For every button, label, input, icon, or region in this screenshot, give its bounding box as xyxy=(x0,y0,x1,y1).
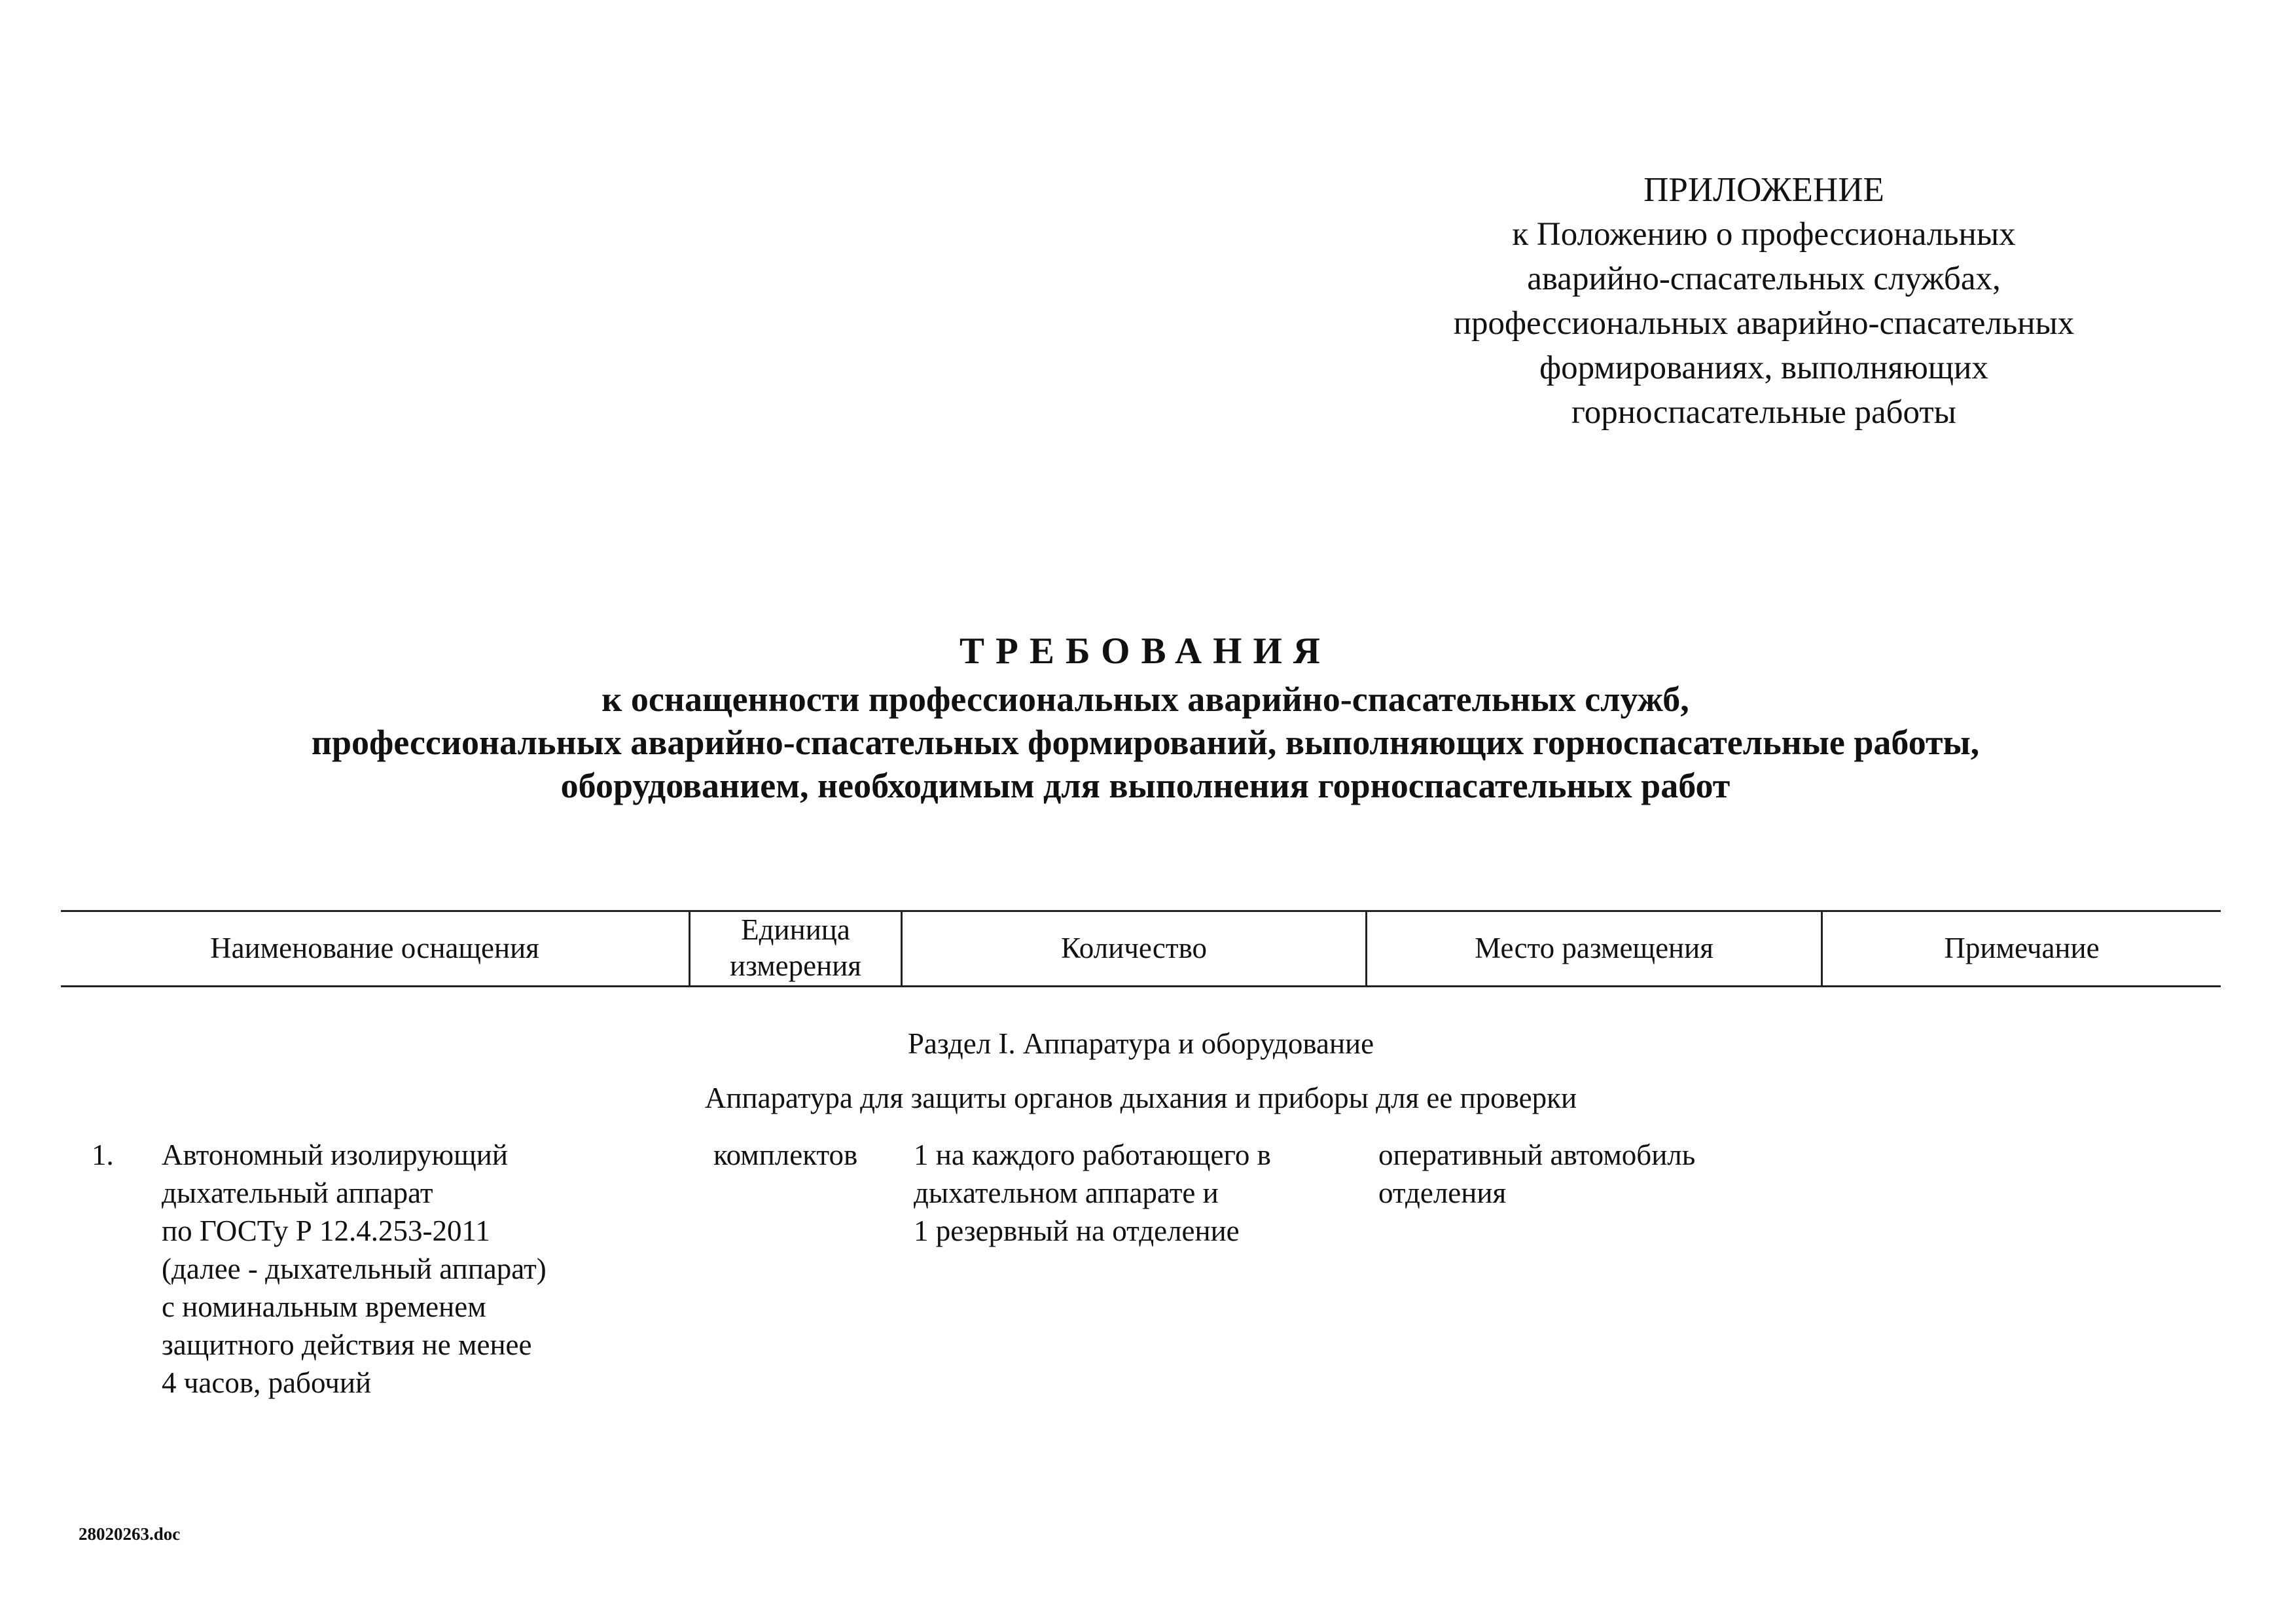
header-name-label: Наименование оснащения xyxy=(210,931,539,964)
appendix-line-5: горноспасательные работы xyxy=(1571,394,1956,431)
row-name-line: Автономный изолирующий xyxy=(162,1139,508,1171)
appendix-block xyxy=(1381,168,2147,435)
header-note xyxy=(1823,910,2221,986)
header-unit xyxy=(691,910,901,986)
header-quantity-label: Количество xyxy=(1060,931,1208,964)
row-name-line: защитного действия не менее xyxy=(162,1328,532,1361)
appendix-title: ПРИЛОЖЕНИЕ xyxy=(1643,171,1884,209)
row-name-line: с номинальным временем xyxy=(162,1290,486,1323)
document-title-block xyxy=(131,625,2160,807)
document-subtitle-line-2: профессиональных аварийно-спасательных формирований, выполняющих горноспасательные работы, xyxy=(311,723,1980,762)
row-name-line: дыхательный аппарат xyxy=(162,1176,433,1209)
row-location-line: оперативный автомобиль xyxy=(1378,1139,1696,1171)
footer-doc-code: 28020263.doc xyxy=(79,1524,181,1544)
document-subtitle-line-1: к оснащенности профессиональных аварийно-спасательных служб, xyxy=(601,680,1689,719)
section-heading: Раздел I. Аппаратура и оборудование xyxy=(907,1027,1374,1060)
row-quantity-line: 1 резервный на отделение xyxy=(914,1214,1240,1247)
document-title: ТРЕБОВАНИЯ xyxy=(960,630,1331,672)
appendix-line-2: аварийно-спасательных службах, xyxy=(1527,261,2001,297)
row-name-line: (далее - дыхательный аппарат) xyxy=(162,1252,547,1285)
subsection-heading: Аппаратура для защиты органов дыхания и приборы для ее проверки xyxy=(704,1082,1577,1114)
header-name xyxy=(61,910,689,986)
appendix-line-1: к Положению о профессиональных xyxy=(1512,216,2016,253)
document-subtitle-line-3: оборудованием, необходимым для выполнения горноспасательных работ xyxy=(560,766,1731,805)
row-quantity-line: 1 на каждого работающего в xyxy=(914,1139,1271,1171)
header-quantity xyxy=(903,910,1365,986)
header-location xyxy=(1367,910,1821,986)
row-quantity xyxy=(914,1136,1359,1250)
appendix-line-4: формированиях, выполняющих xyxy=(1539,350,1988,386)
row-name-line: по ГОСТу Р 12.4.253-2011 xyxy=(162,1214,490,1247)
row-quantity-line: дыхательном аппарате и xyxy=(914,1176,1219,1209)
header-unit-line-2: измерения xyxy=(729,949,861,982)
row-location-line: отделения xyxy=(1378,1176,1507,1209)
header-note-label: Примечание xyxy=(1944,931,2100,964)
appendix-line-3: профессиональных аварийно-спасательных xyxy=(1453,305,2075,342)
row-number: 1. xyxy=(92,1139,114,1171)
header-location-label: Место размещения xyxy=(1475,931,1713,964)
row-name-line: 4 часов, рабочий xyxy=(162,1366,372,1399)
row-unit: комплектов xyxy=(713,1139,858,1171)
row-location xyxy=(1378,1136,1817,1212)
row-name xyxy=(162,1136,685,1402)
header-unit-line-1: Единица xyxy=(741,913,850,946)
